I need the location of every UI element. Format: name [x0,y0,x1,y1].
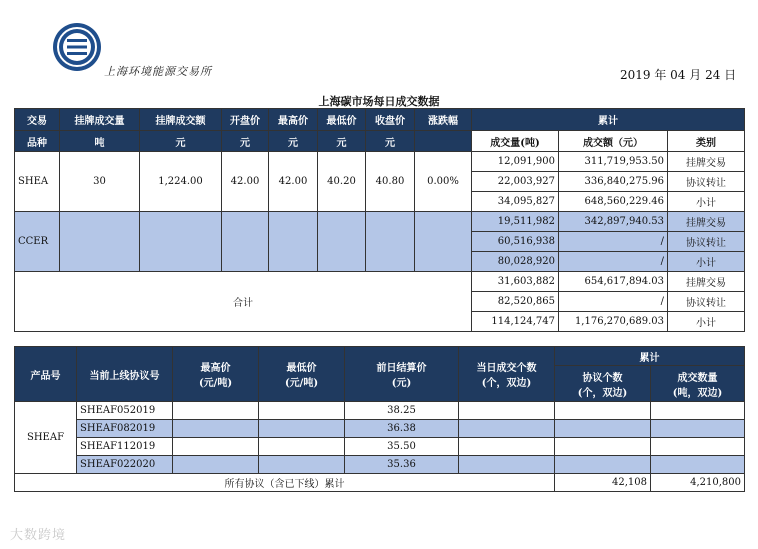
cum-amount: 654,617,894.03 [559,272,668,292]
cum-volume: 19,511,982 [472,212,559,232]
header-high: 最高价 [269,109,318,131]
count-cell [459,402,555,420]
cum-category: 协议转让 [668,232,745,252]
header-cum-count-unit: (个，双边) [577,387,628,399]
cum-category: 挂牌交易 [668,272,745,292]
cum-volume: 34,095,827 [472,192,559,212]
header-contract: 当前上线协议号 [77,347,173,402]
table-row [15,438,745,456]
header-cumulative: 累计 [555,347,745,366]
ccer-empty-cell [366,212,415,272]
header-listed-amount: 挂牌成交额 [140,109,222,131]
header-cumulative: 累计 [472,109,745,131]
header-low-label: 最低价 [286,363,317,374]
table-row [15,420,745,438]
high-cell [173,438,259,456]
product-sheaf: SHEAF [15,402,77,474]
header-day-count [459,347,555,402]
ccer-empty-cell [269,212,318,272]
cum-count-cell [555,456,651,474]
header-high-label: 最高价 [200,363,231,374]
header-count-label: 当日成交个数 [476,363,537,374]
header-low-price [259,347,345,402]
cum-volume: 22,003,927 [472,172,559,192]
cum-amount: 342,897,940.53 [559,212,668,232]
cum-category: 协议转让 [668,172,745,192]
header-variety: 品种 [15,131,60,152]
cum-category: 小计 [668,312,745,332]
cum-count-cell [555,438,651,456]
cum-amount: / [559,232,668,252]
daily-trading-table [14,108,745,332]
ccer-empty-cell [415,212,472,272]
contract-code: SHEAF052019 [77,402,173,420]
variety-ccer: CCER [15,212,60,272]
shea-volume: 30 [60,152,140,212]
cum-category: 协议转让 [668,292,745,312]
footer-count: 42,108 [555,474,651,492]
low-cell [259,456,345,474]
settle-price: 35.36 [345,456,459,474]
ccer-empty-cell [60,212,140,272]
unit-yuan: 元 [140,131,222,152]
count-cell [459,456,555,474]
ccer-empty-cell [318,212,366,272]
cum-volume: 114,124,747 [472,312,559,332]
header-open: 开盘价 [222,109,269,131]
shea-amount: 1,224.00 [140,152,222,212]
header-settle-label: 前日结算价 [376,363,427,374]
shea-close: 40.80 [366,152,415,212]
header-settle-unit: (元) [391,378,412,389]
page-title: 上海碳市场每日成交数据 [318,95,440,108]
low-cell [259,420,345,438]
table-row [15,272,745,292]
settle-price: 38.25 [345,402,459,420]
shea-open: 42.00 [222,152,269,212]
cum-amount: / [559,252,668,272]
header-cum-amount: 成交额（元） [559,131,668,152]
contract-code: SHEAF022020 [77,456,173,474]
high-cell [173,456,259,474]
cum-qty-cell [651,438,745,456]
header-low: 最低价 [318,109,366,131]
shea-high: 42.00 [269,152,318,212]
cum-count-cell [555,402,651,420]
header-cum-count-label: 协议个数 [582,372,623,384]
exchange-logo-text: 上海环境能源交易所 [104,65,212,78]
table-row [15,212,745,232]
cum-amount: 1,176,270,689.03 [559,312,668,332]
header-change: 涨跌幅 [415,109,472,131]
header-cum-qty [651,366,745,402]
total-label: 合计 [15,272,472,332]
unit-ton: 吨 [60,131,140,152]
cum-volume: 12,091,900 [472,152,559,172]
cum-category: 挂牌交易 [668,212,745,232]
count-cell [459,438,555,456]
low-cell [259,438,345,456]
cum-amount: 311,719,953.50 [559,152,668,172]
header-product: 产品号 [15,347,77,402]
cum-qty-cell [651,456,745,474]
footer-qty: 4,210,800 [651,474,745,492]
ccer-empty-cell [222,212,269,272]
count-cell [459,420,555,438]
watermark: 大数跨境 [10,528,67,543]
header-cum-count [555,366,651,402]
header-trade: 交易 [15,109,60,131]
table-row [15,474,745,492]
header-count-unit: (个，双边) [481,378,532,389]
header-cum-qty-label: 成交数量 [677,372,718,384]
cum-amount: 648,560,229.46 [559,192,668,212]
header-high-unit: (元/吨) [198,378,233,389]
settle-price: 36.38 [345,420,459,438]
variety-shea: SHEA [15,152,60,212]
cum-category: 小计 [668,192,745,212]
unit-yuan: 元 [222,131,269,152]
table-row [15,456,745,474]
high-cell [173,420,259,438]
futures-contract-table [14,346,745,492]
high-cell [173,402,259,420]
header-settle-price [345,347,459,402]
cum-amount: / [559,292,668,312]
table-row [15,402,745,420]
shea-low: 40.20 [318,152,366,212]
unit-yuan: 元 [269,131,318,152]
unit-yuan: 元 [366,131,415,152]
table-row [15,152,745,172]
settle-price: 35.50 [345,438,459,456]
cum-volume: 82,520,865 [472,292,559,312]
cum-amount: 336,840,275.96 [559,172,668,192]
contract-code: SHEAF112019 [77,438,173,456]
shea-change: 0.00% [415,152,472,212]
header-close: 收盘价 [366,109,415,131]
footer-label: 所有协议（含已下线）累计 [15,474,555,492]
header-cum-qty-unit: (吨，双边) [672,387,723,399]
cum-category: 挂牌交易 [668,152,745,172]
exchange-logo-icon [52,22,102,72]
cum-qty-cell [651,402,745,420]
header-low-unit: (元/吨) [284,378,319,389]
cum-volume: 31,603,882 [472,272,559,292]
header-cum-volume: 成交量(吨) [472,131,559,152]
cum-count-cell [555,420,651,438]
report-date: 2019 年 04 月 24 日 [620,68,737,82]
header-category: 类别 [668,131,745,152]
header-listed-volume: 挂牌成交量 [60,109,140,131]
cum-volume: 60,516,938 [472,232,559,252]
cum-qty-cell [651,420,745,438]
cum-category: 小计 [668,252,745,272]
unit-empty [415,131,472,152]
ccer-empty-cell [140,212,222,272]
contract-code: SHEAF082019 [77,420,173,438]
cum-volume: 80,028,920 [472,252,559,272]
low-cell [259,402,345,420]
header-high-price [173,347,259,402]
unit-yuan: 元 [318,131,366,152]
